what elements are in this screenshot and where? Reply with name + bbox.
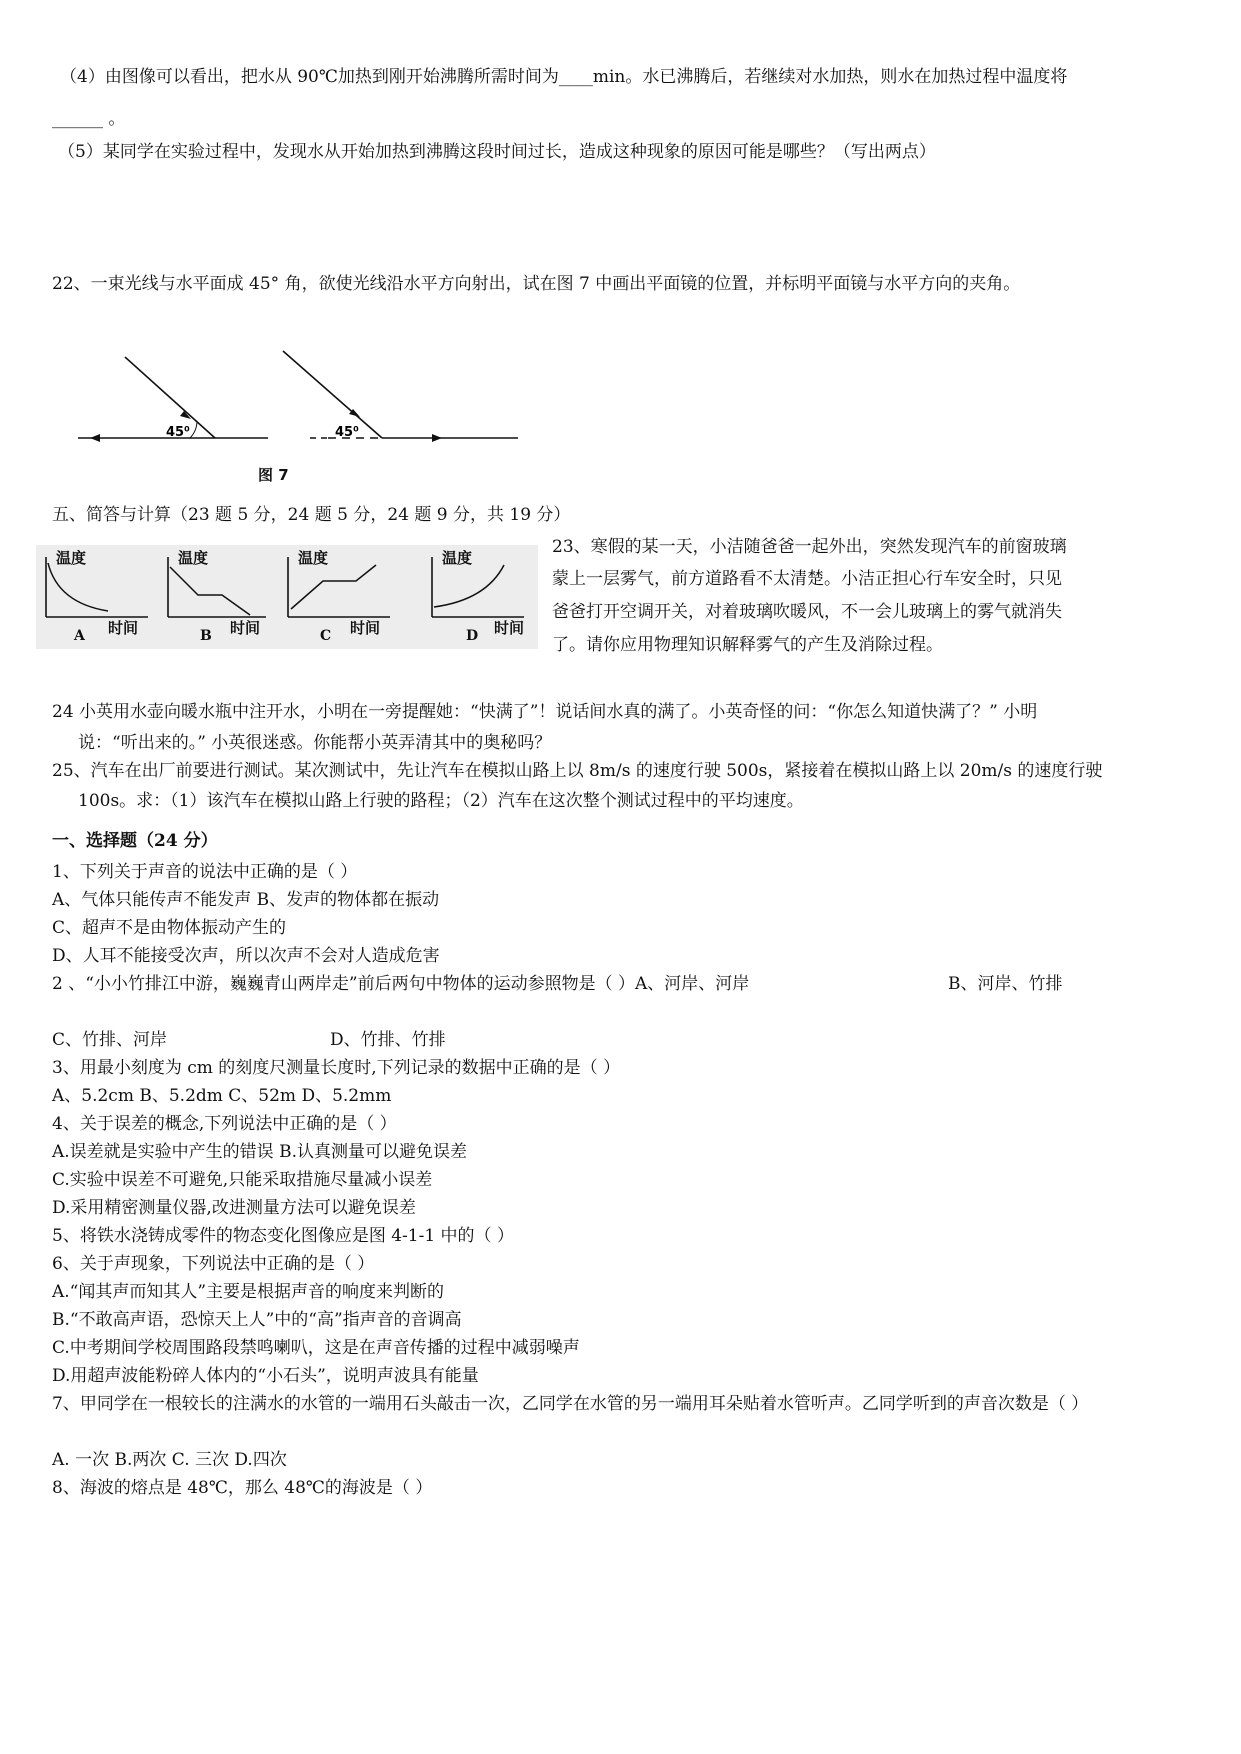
section1-heading: 一、选择题（24 分） [52,831,218,851]
question-5: 5、将铁水浇铸成零件的物态变化图像应是图 4-1-1 中的（ ） [52,1226,514,1246]
section5-heading: 五、简答与计算（23 题 5 分，24 题 5 分，24 题 9 分，共 19 分） [52,505,571,525]
question-1-option-c: C、超声不是由物体振动产生的 [52,918,287,938]
graph-c-label: C [320,628,332,644]
graph-a-ylabel: 温度 [56,549,87,567]
left-arrowhead [90,434,100,442]
question-6-option-c: C.中考期间学校周围路段禁鸣喇叭，这是在声音传播的过程中减弱噪声 [52,1338,580,1358]
question-4-option-c: C.实验中误差不可避免,只能采取措施尽量减小误差 [52,1170,433,1190]
question-2-option-d: D、竹排、竹排 [330,1030,446,1050]
question-2-option-c: C、竹排、河岸 [52,1030,168,1050]
graph-a-xlabel: 时间 [108,619,139,637]
graph-a-curve [48,563,108,611]
graph-c-ylabel: 温度 [298,549,329,567]
graph-d-curve [434,565,504,607]
graph-d-ylabel: 温度 [442,549,473,567]
q21-part5: （5）某同学在实验过程中，发现水从开始加热到沸腾这段时间过长，造成这种现象的原因可能是哪些？（写出两点） [58,142,936,162]
graph-c-xlabel: 时间 [350,619,381,637]
question-7-options: A. 一次 B.两次 C. 三次 D.四次 [52,1450,287,1470]
question-1-option-d: D、人耳不能接受次声，所以次声不会对人造成危害 [52,946,440,966]
temperature-graphs [36,545,538,649]
q24-line1: 24 小英用水壶向暖水瓶中注开水，小明在一旁提醒她：“快满了”！说话间水真的满了。小英奇怪的问：“你怎么知道快满了？” 小明 [52,702,1038,722]
question-6: 6、关于声现象，下列说法中正确的是（ ） [52,1254,375,1274]
q25-line2: 100s。求：（1）该汽车在模拟山路上行驶的路程；（2）汽车在这次整个测试过程中的平均速度。 [78,791,804,811]
q21-part4-line1: （4）由图像可以看出，把水从 90℃加热到刚开始沸腾所需时间为____min。水已沸腾后，若继续对水加热，则水在加热过程中温度将 [60,67,1068,87]
graph-b-line [170,567,250,615]
q23-line2: 蒙上一层雾气，前方道路看不太清楚。小洁正担心行车安全时，只见 [552,569,1062,589]
graph-b-label: B [200,628,212,644]
q23-line1: 23、寒假的某一天，小洁随爸爸一起外出，突然发现汽车的前窗玻璃 [552,537,1067,557]
question-2: 2 、“小小竹排江中游，巍巍青山两岸走”前后两句中物体的运动参照物是（ ）A、河岸、河岸 [52,974,750,994]
graph-d-xlabel: 时间 [494,619,525,637]
q25-line1: 25、汽车在出厂前要进行测试。某次测试中，先让汽车在模拟山路上以 8m/s 的速度行驶 500s，紧接着在模拟山路上以 20m/s 的速度行驶 [52,761,1103,781]
q22-text: 22、一束光线与水平面成 45° 角，欲使光线沿水平方向射出，试在图 7 中画出平面镜的位置，并标明平面镜与水平方向的夹角。 [52,274,1021,294]
graph-d-label: D [466,628,479,644]
question-4: 4、关于误差的概念,下列说法中正确的是（ ） [52,1114,397,1134]
question-1: 1、下列关于声音的说法中正确的是（ ） [52,862,358,882]
q23-line4: 了。请你应用物理知识解释雾气的产生及消除过程。 [552,635,943,655]
figure-7-caption: 图 7 [258,466,289,484]
question-4-option-d: D.采用精密测量仪器,改进测量方法可以避免误差 [52,1198,416,1218]
question-7: 7、甲同学在一根较长的注满水的水管的一端用石头敲击一次，乙同学在水管的另一端用耳朵贴着水管听声。乙同学听到的声音次数是（ ） [52,1394,1089,1414]
graph-a-label: A [74,628,85,644]
graph-b-xlabel: 时间 [230,619,261,637]
figure-7 [70,345,540,445]
question-1-options-ab: A、气体只能传声不能发声 B、发声的物体都在振动 [52,890,440,910]
right-incident-ray [283,351,382,438]
left-angle-label: 45⁰ [166,425,190,440]
question-6-option-d: D.用超声波能粉碎人体内的“小石头”，说明声波具有能量 [52,1366,479,1386]
graph-b-ylabel: 温度 [178,549,209,567]
right-angle-label: 45⁰ [335,425,359,440]
q24-line2: 说：“听出来的。” 小英很迷惑。你能帮小英弄清其中的奥秘吗？ [78,733,552,753]
question-8: 8、海波的熔点是 48℃，那么 48℃的海波是（ ） [52,1478,433,1498]
right-arrowhead [432,434,442,442]
q23-line3: 爸爸打开空调开关，对着玻璃吹暖风，不一会儿玻璃上的雾气就消失 [552,602,1062,622]
question-2-option-b: B、河岸、竹排 [948,974,1063,994]
left-angle-arc [190,421,197,438]
question-3: 3、用最小刻度为 cm 的刻度尺测量长度时,下列记录的数据中正确的是（ ） [52,1058,621,1078]
question-4-options-ab: A.误差就是实验中产生的错误 B.认真测量可以避免误差 [52,1142,467,1162]
question-6-option-b: B.“不敢高声语，恐惊天上人”中的“高”指声音的音调高 [52,1310,462,1330]
question-3-options: A、5.2cm B、5.2dm C、52m D、5.2mm [52,1086,392,1106]
q21-part4-line2: ______ 。 [52,109,126,129]
graph-c-line [291,565,376,609]
question-6-option-a: A.“闻其声而知其人”主要是根据声音的响度来判断的 [52,1282,445,1302]
